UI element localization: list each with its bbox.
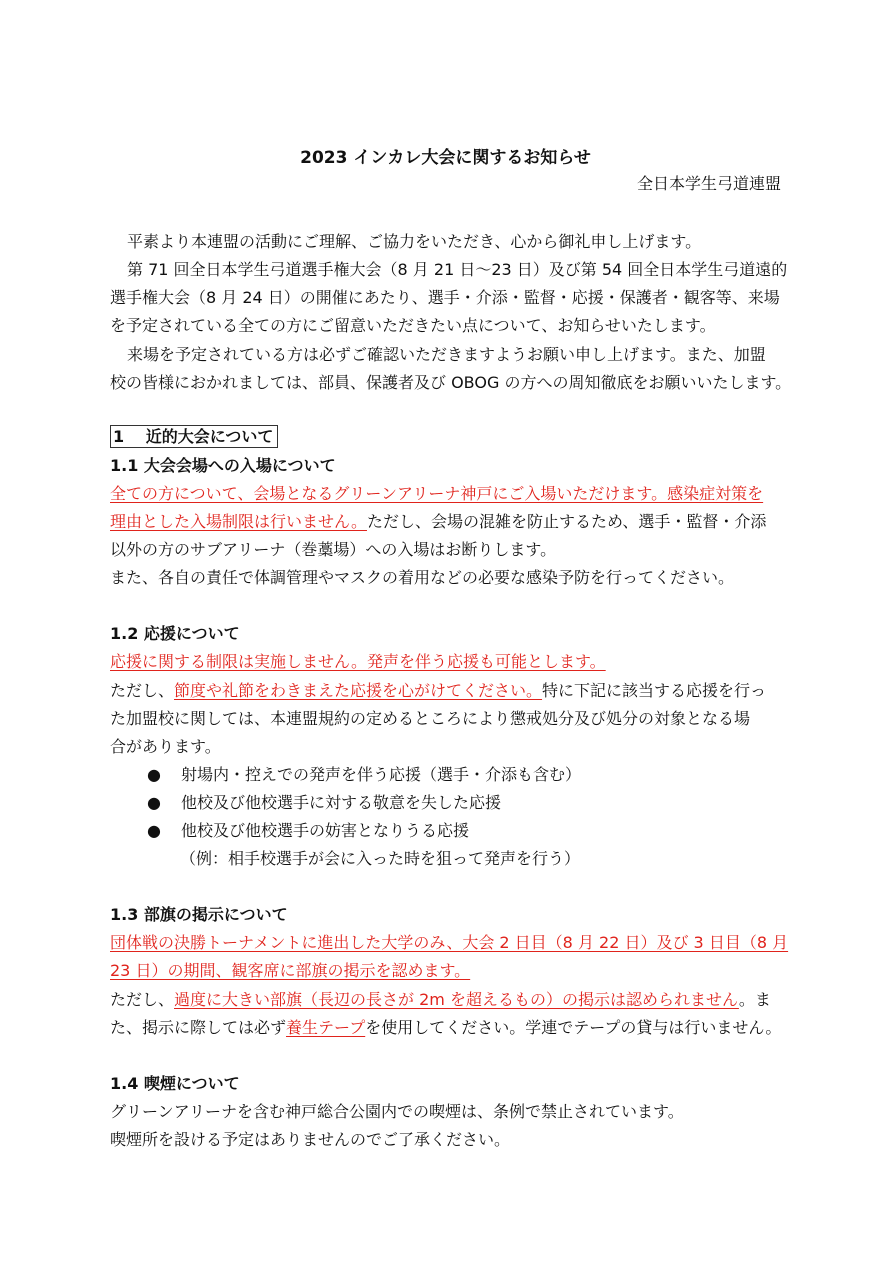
section-1-2-red-text-2: 節度や礼節をわきまえた応援を心がけてください。 bbox=[174, 681, 543, 700]
intro-line-5: 来場を予定されている方は必ずご確認いただきますようお願い申し上げます。また、加盟 bbox=[127, 345, 766, 364]
section-1-2-line-3: た加盟校に関しては、本連盟規約の定めるところにより懲戒処分及び処分の対象となる場 bbox=[110, 709, 751, 728]
section-1-3-red-text-3: 過度に大きい部旗（長辺の長さが 2m を超えるもの）の掲示は認められません bbox=[174, 990, 739, 1009]
section-1-4-line-2: 喫煙所を設ける予定はありませんのでご了承ください。 bbox=[110, 1130, 511, 1149]
section-1-1-heading: 1.1 大会会場への入場について bbox=[110, 456, 336, 475]
bullet-icon: ● bbox=[147, 821, 161, 840]
section-1-1-red-text-1: 全ての方について、会場となるグリーンアリーナ神戸にご入場いただけます。感染症対策を bbox=[110, 484, 764, 503]
section-1-heading bbox=[110, 427, 278, 447]
bullet-item-1: 射場内・控えでの発声を伴う応援（選手・介添も含む） bbox=[181, 765, 582, 784]
section-1-1-line-3: 以外の方のサブアリーナ（巻藁場）への入場はお断りします。 bbox=[110, 540, 557, 559]
section-1-3-heading: 1.3 部旗の掲示について bbox=[110, 905, 288, 924]
section-1-4-line-1: グリーンアリーナを含む神戸総合公園内での喫煙は、条例で禁止されています。 bbox=[110, 1102, 684, 1121]
section-1-1-line-1 bbox=[110, 484, 763, 504]
section-1-3-red-text-1: 団体戦の決勝トーナメントに進出した大学のみ、大会 2 日目（8 月 22 日）及び 3 日目（8 月 bbox=[110, 933, 789, 952]
section-1-2-heading: 1.2 応援について bbox=[110, 624, 240, 643]
section-1-3-red-text-4: 養生テープ bbox=[286, 1018, 366, 1037]
section-1-1-line-2 bbox=[110, 512, 766, 532]
section-1-2-line-2-pre: ただし、 bbox=[110, 681, 175, 700]
section-1-1-red-text-2: 理由とした入場制限は行いません。 bbox=[110, 512, 367, 531]
intro-line-2: 第 71 回全日本学生弓道選手権大会（8 月 21 日～23 日）及び第 54 回全日本学生弓道遠的 bbox=[127, 260, 788, 279]
intro-line-3: 選手権大会（8 月 24 日）の開催にあたり、選手・介添・監督・応援・保護者・観客等、来場 bbox=[110, 288, 780, 307]
section-1-3-line-4 bbox=[110, 1018, 781, 1038]
section-1-2-line-1 bbox=[110, 652, 606, 672]
section-1-2-red-text-1: 応援に関する制限は実施しません。発声を伴う応援も可能とします。 bbox=[110, 652, 606, 671]
section-1-2-line-4: 合があります。 bbox=[110, 737, 221, 756]
bullet-item-3: 他校及び他校選手の妨害となりうる応援 bbox=[181, 821, 470, 840]
bullet-icon: ● bbox=[147, 765, 161, 784]
section-1-2-line-2-post: 特に下記に該当する応援を行っ bbox=[542, 681, 767, 700]
organization-name: 全日本学生弓道連盟 bbox=[636, 174, 781, 193]
section-1-1-line-4: また、各自の責任で体調管理やマスクの着用などの必要な感染予防を行ってください。 bbox=[110, 568, 735, 587]
intro-line-6: 校の皆様におかれましては、部員、保護者及び OBOG の方への周知徹底をお願いいたします。 bbox=[110, 373, 792, 392]
bullet-icon: ● bbox=[147, 793, 161, 812]
section-1-4-heading: 1.4 喫煙について bbox=[110, 1074, 240, 1093]
section-1-1-line-2-rest: ただし、会場の混雑を防止するため、選手・監督・介添 bbox=[366, 512, 767, 531]
page-title: 2023 インカレ大会に関するお知らせ bbox=[300, 148, 591, 168]
section-1-3-line-4-post: を使用してください。学連でテープの貸与は行いません。 bbox=[365, 1018, 782, 1037]
section-1-3-line-2 bbox=[110, 961, 470, 981]
bullet-example: （例：相手校選手が会に入った時を狙って発声を行う） bbox=[180, 849, 581, 868]
bullet-item-2: 他校及び他校選手に対する敬意を失した応援 bbox=[181, 793, 502, 812]
intro-line-4: を予定されている全ての方にご留意いただきたい点について、お知らせいたします。 bbox=[110, 316, 716, 335]
section-1-3-line-3-pre: ただし、 bbox=[110, 990, 175, 1009]
section-1-2-line-2 bbox=[110, 681, 766, 701]
section-1-3-red-text-2: 23 日）の期間、観客席に部旗の掲示を認めます。 bbox=[110, 961, 471, 980]
intro-line-1: 平素より本連盟の活動にご理解、ご協力をいただき、心から御礼申し上げます。 bbox=[127, 232, 702, 251]
section-1-heading-box: 1 近的大会について bbox=[110, 425, 278, 448]
section-1-3-line-3 bbox=[110, 990, 771, 1010]
section-1-3-line-1 bbox=[110, 933, 788, 953]
section-1-3-line-3-post: 。ま bbox=[738, 990, 771, 1009]
section-1-3-line-4-pre: た、掲示に際しては必ず bbox=[110, 1018, 287, 1037]
